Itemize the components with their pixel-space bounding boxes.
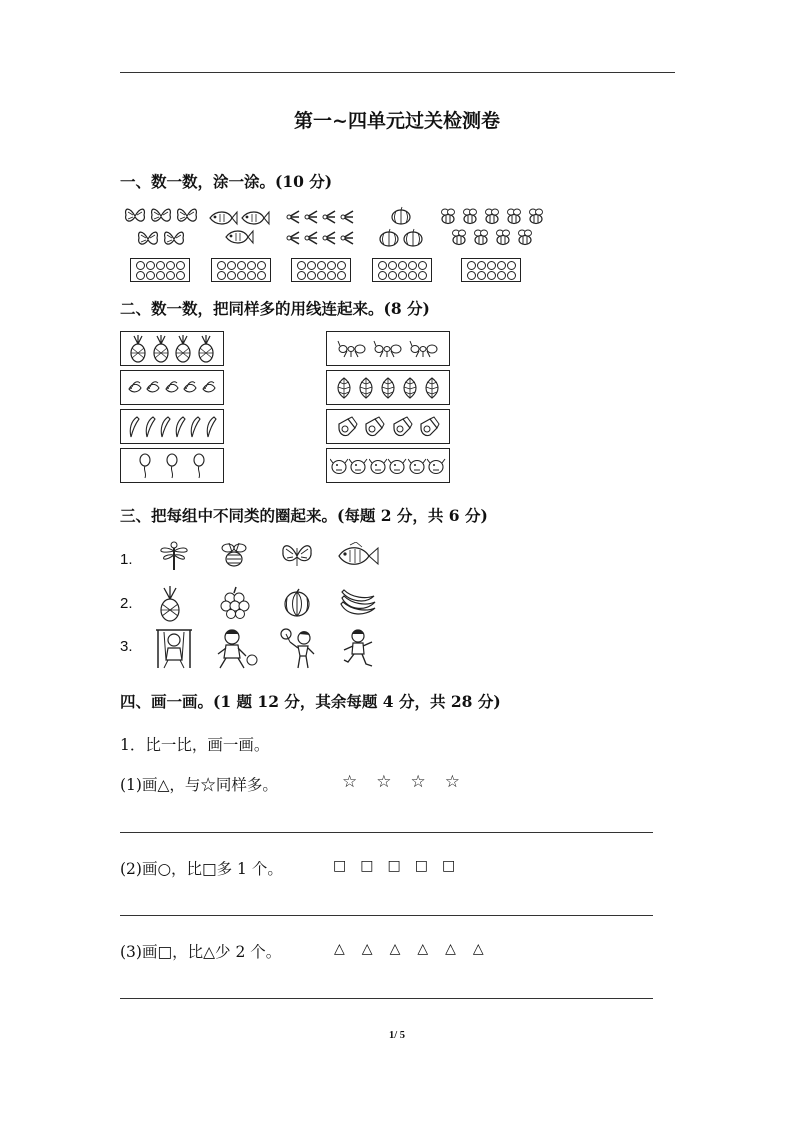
- whistle-icon: [418, 416, 440, 438]
- bird-icon: [182, 379, 199, 397]
- boy-playing-badminton-icon[interactable]: [276, 626, 316, 670]
- bee-icon: [504, 207, 524, 227]
- bee-icon: [438, 207, 458, 227]
- square-icon: □: [360, 858, 374, 874]
- triangle-icon: △: [389, 941, 401, 957]
- fish-icon: [427, 456, 446, 476]
- bird-icon: [339, 207, 355, 227]
- match-right-leaves[interactable]: [326, 370, 450, 405]
- triangle-row: [334, 941, 484, 957]
- butterfly-icon: [136, 228, 160, 250]
- question-1-1-text: (1)画△，与☆同样多。: [120, 776, 278, 794]
- page-title: 第一~四单元过关检测卷: [294, 110, 500, 132]
- square-icon: □: [441, 858, 456, 874]
- balloon-icon: [192, 453, 206, 479]
- ant-icon: [337, 340, 367, 358]
- answer-line-2[interactable]: [120, 915, 653, 916]
- answer-line-3[interactable]: [120, 998, 653, 999]
- leaf-icon: [401, 376, 419, 400]
- square-icon: □: [333, 858, 347, 874]
- match-left-bananas[interactable]: [120, 409, 224, 444]
- birds-group: [284, 202, 356, 252]
- bee-icon: [482, 207, 502, 227]
- match-right-fish[interactable]: [326, 448, 450, 483]
- fish-icon: [330, 456, 349, 476]
- square-icon: □: [387, 858, 401, 874]
- balloon-icon: [165, 453, 179, 479]
- banana-icon: [204, 415, 217, 439]
- watermelon-icon[interactable]: [282, 588, 312, 618]
- fish-icon: [240, 209, 270, 227]
- star-icon: ☆: [376, 772, 392, 792]
- answer-line-1[interactable]: [120, 832, 653, 833]
- fish-icon[interactable]: [336, 542, 380, 570]
- whistle-icon: [363, 416, 385, 438]
- bee-icon: [493, 228, 513, 248]
- banana-icon: [143, 415, 156, 439]
- pumpkin-icon: [390, 206, 412, 226]
- fish-icon: [349, 456, 368, 476]
- star-icon: ☆: [410, 772, 426, 792]
- butterfly-icon: [123, 205, 147, 227]
- butterfly-icon[interactable]: [280, 540, 314, 572]
- butterfly-icon: [175, 205, 199, 227]
- triangle-icon: △: [361, 941, 373, 957]
- coloring-box-5[interactable]: [461, 258, 521, 282]
- pineapple-icon: [174, 335, 192, 363]
- leaf-icon: [379, 376, 397, 400]
- pumpkin-icon: [378, 228, 400, 248]
- bee-icon: [515, 228, 535, 248]
- ant-icon: [409, 340, 439, 358]
- boy-with-ball-icon[interactable]: [214, 628, 258, 670]
- square-icon: □: [414, 858, 428, 874]
- bird-icon: [339, 228, 355, 248]
- bird-icon: [303, 207, 319, 227]
- row-number-3: 3.: [120, 638, 133, 655]
- triangle-icon: △: [334, 941, 345, 957]
- row-number-2: 2.: [120, 595, 133, 612]
- header-rule: [120, 72, 675, 73]
- section1-heading: 一、数一数，涂一涂。(10 分): [120, 172, 333, 191]
- row-number-1: 1.: [120, 551, 133, 568]
- match-right-whistles[interactable]: [326, 409, 450, 444]
- square-row: [333, 858, 455, 874]
- fish-icon: [369, 456, 388, 476]
- question-1-intro: 1．比一比，画一画。: [120, 736, 270, 754]
- balloon-icon: [138, 453, 152, 479]
- bird-icon: [321, 228, 337, 248]
- leaf-icon: [423, 376, 441, 400]
- question-1-3-text: (3)画□，比△少 2 个。: [120, 943, 282, 961]
- bird-icon: [127, 379, 144, 397]
- butterfly-icon: [149, 205, 173, 227]
- match-left-pineapples[interactable]: [120, 331, 224, 366]
- bird-icon: [321, 207, 337, 227]
- pineapple-icon: [197, 335, 215, 363]
- bees-group: [436, 202, 548, 252]
- match-left-birds[interactable]: [120, 370, 224, 405]
- fish-icon: [408, 456, 427, 476]
- coloring-box-3[interactable]: [291, 258, 351, 282]
- section4-heading: 四、画一画。(1 题 12 分，其余每题 4 分，共 28 分): [120, 692, 501, 711]
- triangle-icon: △: [472, 941, 484, 957]
- fish-group: [206, 202, 272, 252]
- banana-icon: [173, 415, 186, 439]
- fish-icon: [388, 456, 407, 476]
- banana-icon: [158, 415, 171, 439]
- dragonfly-icon[interactable]: [158, 540, 190, 572]
- pumpkin-icon: [402, 228, 424, 248]
- bird-icon: [145, 379, 162, 397]
- pumpkins-group: [370, 202, 432, 252]
- triangle-icon: △: [445, 941, 456, 957]
- bee-icon: [460, 207, 480, 227]
- match-right-ants[interactable]: [326, 331, 450, 366]
- triangle-icon: △: [417, 941, 429, 957]
- bird-icon: [164, 379, 181, 397]
- butterfly-icon: [162, 228, 186, 250]
- child-on-swing-icon[interactable]: [154, 628, 194, 670]
- bird-icon: [303, 228, 319, 248]
- fish-icon: [224, 228, 254, 246]
- leaf-icon: [335, 376, 353, 400]
- ant-icon: [373, 340, 403, 358]
- bee-icon: [449, 228, 469, 248]
- leaf-icon: [357, 376, 375, 400]
- coloring-box-1[interactable]: [130, 258, 190, 282]
- question-1-2-text: (2)画○，比□多 1 个。: [120, 860, 283, 878]
- bee-icon: [471, 228, 491, 248]
- section3-heading: 三、把每组中不同类的圈起来。(每题 2 分，共 6 分): [120, 506, 488, 525]
- bee-icon: [526, 207, 546, 227]
- pineapple-icon[interactable]: [158, 586, 182, 622]
- bee-icon[interactable]: [218, 540, 250, 572]
- coloring-box-2[interactable]: [211, 258, 271, 282]
- star-icon: ☆: [342, 772, 358, 792]
- coloring-box-4[interactable]: [372, 258, 432, 282]
- pineapple-icon: [152, 335, 170, 363]
- match-left-balloons[interactable]: [120, 448, 224, 483]
- section2-heading: 二、数一数，把同样多的用线连起来。(8 分): [120, 299, 430, 318]
- bird-icon: [201, 379, 218, 397]
- page-number: 1/ 5: [388, 1030, 406, 1041]
- banana-icon: [127, 415, 140, 439]
- pineapple-icon: [129, 335, 147, 363]
- star-row: [342, 772, 460, 792]
- banana-icon[interactable]: [338, 588, 378, 618]
- whistle-icon: [391, 416, 413, 438]
- child-running-icon[interactable]: [340, 628, 376, 670]
- bird-icon: [285, 228, 301, 248]
- whistle-icon: [336, 416, 358, 438]
- star-icon: ☆: [444, 772, 460, 792]
- fish-icon: [208, 209, 238, 227]
- banana-icon: [188, 415, 201, 439]
- butterflies-group: [120, 202, 202, 252]
- bird-icon: [285, 207, 301, 227]
- grape-icon[interactable]: [218, 586, 252, 620]
